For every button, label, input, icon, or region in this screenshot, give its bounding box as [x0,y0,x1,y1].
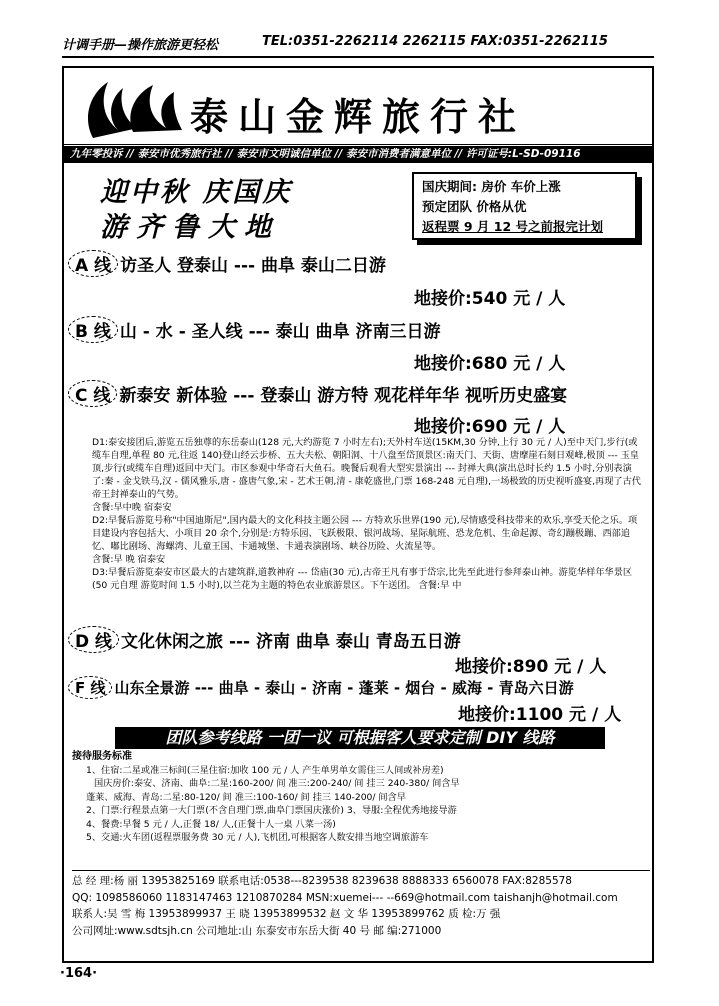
route-b [68,316,441,343]
route-f-price: 地接价:1100 元 / 人 [458,705,622,725]
headline-2: 游齐鲁大地 [100,212,280,243]
route-c-price: 地接价:690 元 / 人 [414,417,566,437]
notice-line-2: 预定团队 价格从优 [422,199,527,214]
contact-info [72,870,650,939]
route-title: 新泰安 新体验 --- 登泰山 游方特 观花样年华 视听历史盛宴 [119,386,568,406]
route-b-price: 地接价:680 元 / 人 [414,354,566,374]
brand-name: 泰山金辉旅行社 [190,94,527,139]
meal-2: 含餐:早 晚 宿泰安 [92,554,166,565]
route-f [68,676,574,699]
notice-line-3: 返程票 9 月 12 号之前报完计划 [422,219,604,234]
service-item: 国庆房价:泰安、济南、曲阜:二星:160-200/ 间 准三:200-240/ 间 挂三 240-380/ 间含早 [94,778,460,789]
service-item: 1、住宿:二星或准三标间(三星住宿:加收 100 元 / 人 产生单男单女需住三人间或补房差) [86,764,444,776]
route-d-price: 地接价:890 元 / 人 [455,657,607,677]
contact-line: 联系人:吴 雪 梅 13953899937 王 晓 13953899532 赵 文 华 13953899762 质 检:万 强 [72,908,501,920]
headline-1: 迎中秋 庆国庆 [100,177,293,208]
contact-line: 总 经 理:杨 丽 13953825169 联系电话:0538---8239538 8239638 8888333 6560078 FAX:8285578 [72,875,572,887]
route-label: B 线 [68,316,118,343]
route-label: D 线 [68,626,119,653]
route-label: C 线 [68,380,117,407]
route-d [68,626,461,653]
notice-box [412,172,637,240]
route-title: 山 - 水 - 圣人线 --- 泰山 曲阜 济南三日游 [119,322,441,342]
route-title: 访圣人 登泰山 --- 曲阜 泰山二日游 [120,256,386,276]
route-a [68,250,386,277]
meal-3: 含餐:早 中 [418,580,462,591]
service-item: 2、门票:行程景点第一大门票(不含自理门票,曲阜门票国庆涨价) 3、导服:全程优秀地接导游 [86,805,457,816]
service-standards [72,750,642,845]
cert-bar: 九年零投诉 // 泰安市优秀旅行社 // 泰安市文明诚信单位 // 泰安市消费者满意单位 // 许可证号:L-SD-09116 [64,146,652,163]
page-number: ·164· [60,966,98,981]
route-a-price: 地接价:540 元 / 人 [414,289,566,309]
route-label: F 线 [68,676,112,699]
service-item: 5、交通:火车团(返程票服务费 30 元 / 人),飞机团,可根据客人数安排当地空调旅游车 [86,832,429,843]
header-tel: TEL:0351-2262114 2262115 FAX:0351-2262115 [262,34,608,49]
day-3: D3:早餐后游览泰安市区最大的古建筑群,道教神府 --- 岱庙(30 元),古帝王凡有事于岱宗,比先至此进行参拜泰山神。游览华样年华景区(50 元自理 游览时间 1.5 小时),以兰花为主题的特色农业旅游景区。下午送团。 含餐:早 中 [92,567,633,591]
header-rule [62,56,654,58]
service-item: 蓬莱、威海、青岛:二星:80-120/ 间 准三:100-160/ 间 挂三 140-200/ 间含早 [86,791,406,803]
flame-logo-icon [78,70,188,142]
meal-1: 含餐:早中晚 宿泰安 [92,502,172,513]
itinerary [92,436,644,592]
service-title: 接待服务标准 [72,751,132,762]
page-header [62,34,654,54]
route-c [68,380,567,407]
route-title: 文化休闲之旅 --- 济南 曲阜 泰山 青岛五日游 [121,632,461,652]
route-title: 山东全景游 --- 曲阜 - 泰山 - 济南 - 蓬莱 - 烟台 - 威海 - 青岛六日游 [114,679,574,697]
day-1: D1:泰安接团后,游览五岳独尊的东岳泰山(128 元,大约游览 7 小时左右);天外村车送(15KM,30 分钟,上行 30 元 / 人)至中天门,步行(或缆车自理,单程 80 元,往返 140)登山经云步桥、五大夫松、朝阳洞、十八盘至岱顶景区:南天门、天街、唐摩崖石刻日观峰,极顶 --- 玉皇顶,步行(或缆车自理)返回中天门。市区参观中华奇石大鱼石。晚餐后观看大型实景演出 --- 封禅大典(演出总时长约 1.5 小时,分别表演了:秦 - 金戈铁马,汉 - 儒风雅乐,唐 - 盛唐气象,宋 - 艺术王朝,清 - 康乾盛世,门票 168-248 元自理),一场极致的历史视听盛宴,再现了古代帝王封禅泰山的气势。 [92,437,641,500]
custom-route-banner: 团队参考线路 一团一议 可根据客人要求定制 DIY 线路 [115,727,605,749]
logo-bar [64,68,652,145]
contact-line: QQ: 1098586060 1183147463 1210870284 MSN:xuemei--- --669@hotmail.com taishanjh@hotmail.com [72,891,618,904]
manual-title: 计调手册—操作旅游更轻松 [62,38,219,53]
service-item: 4、餐费:早餐 5 元 / 人,正餐 18/ 人,(正餐十人一桌 八菜一汤) [86,818,336,830]
day-2: D2:早餐后游览号称"中国迪斯尼",国内最大的文化科技主题公园 --- 方特欢乐世界(190 元),尽情感受科技带来的欢乐,享受天伦之乐。项目建设内容包括大、小项目 20 余个,分别是:方特乐园、飞跃极限、银河战场、星际航班、恐龙危机、生命起源、奇幻蹦极蹦、西部追忆、嘟比剧场、海螺湾、儿童王国、卡通城堡、卡通表演剧场、峡谷历险、火流星等。 [92,515,638,552]
contact-line: 公司网址:www.sdtsjh.cn 公司地址:山 东泰安市东岳大街 40 号 邮 编:271000 [72,924,442,937]
route-label: A 线 [68,250,118,277]
notice-line-1: 国庆期间: 房价 车价上涨 [422,179,561,194]
